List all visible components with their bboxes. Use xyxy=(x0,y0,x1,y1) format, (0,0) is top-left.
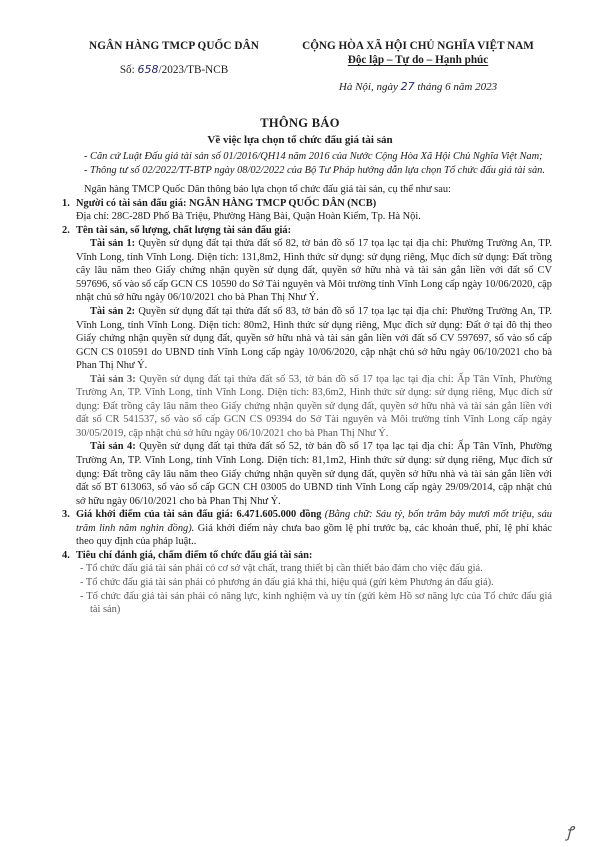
starting-price-words: (Bằng chữ: Sáu tỷ, bốn trăm bảy mươi mốt triệu, sáu trăm linh năm nghìn đồng). xyxy=(76,509,552,534)
issuer-block xyxy=(74,40,274,76)
section-2-number: 2. xyxy=(62,224,70,236)
starting-price: Giá khởi điểm của tài sản đấu giá: 6.471.605.000 đồng xyxy=(76,509,325,521)
legal-basis-2: - Thông tư số 02/2022/TT-BTP ngày 08/02/2022 của Bộ Tư Pháp hướng dẫn lựa chọn Tổ chức đấu giá tài sản. xyxy=(84,164,545,176)
criterion-1: - Tổ chức đấu giá tài sản phải có cơ sở vật chất, trang thiết bị cần thiết bảo đảm cho việc đấu giá. xyxy=(80,563,483,575)
asset-3-label: Tài sản 3: xyxy=(90,373,140,385)
section-1-label: Người có tài sản đấu giá: xyxy=(76,197,190,209)
asset-2 xyxy=(76,305,552,373)
asset-2-label: Tài sản 2: xyxy=(90,306,139,318)
criterion-2: - Tổ chức đấu giá tài sản phải có phương án đấu giá khả thi, hiệu quả (gửi kèm Phương án đấu giá). xyxy=(80,576,494,588)
owner-name: NGÂN HÀNG TMCP QUỐC DÂN (NCB) xyxy=(189,197,377,209)
document-number-prefix: Số: xyxy=(119,64,138,76)
notice-body xyxy=(62,150,552,617)
section-3 xyxy=(62,508,552,549)
notice-title: THÔNG BÁO xyxy=(260,116,340,130)
issue-date-handwritten: 27 xyxy=(400,80,415,93)
section-4-label: Tiêu chí đánh giá, chấm điểm tổ chức đấu giá tài sản: xyxy=(76,549,313,561)
asset-4-label: Tài sản 4: xyxy=(90,441,140,453)
criterion-3: - Tổ chức đấu giá tài sản phải có năng lực, kinh nghiệm và uy tín (gửi kèm Hồ sơ năng lực của Tổ chức đấu giá tài sản) xyxy=(80,590,552,616)
nation-name: CỘNG HÒA XÃ HỘI CHỦ NGHĨA VIỆT NAM xyxy=(302,40,534,52)
asset-3-text: Quyền sử dụng đất tại thửa đất số 53, tờ bản đồ số 17 tọa lạc tại địa chỉ: Ấp Tân Vĩnh, Phường Trường An, TP. Vĩnh Long, tỉnh Vĩnh Long. Diện tích: 83,6m2, Hình thức sử dụng: sử dụng riêng, Mục đích sử dụng: Đất trồng cây lâu năm theo Giấy chứng nhận quyền sử dụng đất, quyền sở hữu nhà và tài sản gắn liền với đất số CR 541537, số vào sổ cấp GCN CS 09394 do Sở Tài nguyên và Môi trường tỉnh Vĩnh Long cấp ngày 30/05/2019, cập nhật chủ sở hữu ngày 06/10/2021 cho bà Phan Thị Như Ý. xyxy=(76,373,552,439)
asset-4-text: Quyền sử dụng đất tại thửa đất số 52, tờ bản đồ số 17 tọa lạc tại địa chỉ: Ấp Tân Vĩnh, Phường Trường An, TP. Vĩnh Long, tỉnh Vĩnh Long. Diện tích: 81,1m2, Hình thức sử dụng: sử dụng riêng, Mục đích sử dụng: Đất trồng cây lâu năm theo Giấy chứng nhận quyền sử dụng đất, quyền sở hữu nhà và tài sản gắn liền với đất số BT 613063, số vào sổ cấp GCN CH 03005 do UBND tỉnh Vĩnh Long cấp ngày 29/09/2014, cập nhật chủ sở hữu ngày 06/10/2021 cho bà Phan Thị Như Ý. xyxy=(76,441,552,507)
issuer-name: NGÂN HÀNG TMCP QUỐC DÂN xyxy=(89,40,259,52)
section-1 xyxy=(62,197,552,224)
initials-mark: ꝭ xyxy=(566,823,574,841)
national-header xyxy=(282,40,554,93)
legal-basis-1: - Căn cứ Luật Đấu giá tài sản số 01/2016/QH14 năm 2016 của Nước Cộng Hòa Xã Hội Chủ Nghĩa Việt Nam; xyxy=(84,151,543,162)
notice-subtitle: Về việc lựa chọn tổ chức đấu giá tài sản xyxy=(207,134,393,146)
asset-2-text: Quyền sử dụng đất tại thửa đất số 83, tờ bản đồ số 17 tọa lạc tại địa chỉ: Phường Trường An, TP. Vĩnh Long, tỉnh Vĩnh Long. Diện tích: 80m2, Hình thức sử dụng riêng, Mục đích sử dụng: Đất ở tại đô thị theo Giấy chứng nhận quyền sử dụng đất, quyền sở hữu nhà và tài sản gắn liền với đất số CV 597697, số vào sổ cấp GCN CS 010591 do UBND tỉnh Vĩnh Long cấp ngày 10/06/2020, cập nhật chủ sở hữu ngày 06/10/2021 cho bà Phan Thị Như Ý. xyxy=(76,306,552,372)
section-4 xyxy=(62,549,552,617)
section-4-number: 4. xyxy=(62,549,70,561)
section-3-number: 3. xyxy=(62,509,70,521)
document-number-handwritten: 658 xyxy=(137,63,159,76)
intro-paragraph: Ngân hàng TMCP Quốc Dân thông báo lựa chọn tổ chức đấu giá tài sản, cụ thể như sau: xyxy=(84,184,451,196)
issue-date-prefix: Hà Nội, ngày xyxy=(338,81,401,93)
starting-price-note: Giá khởi điểm này chưa bao gồm lệ phí trước bạ, các khoản thuế, phí, lệ phí khác theo quy định của pháp luật.. xyxy=(76,522,552,548)
asset-1 xyxy=(76,237,552,305)
document-number xyxy=(74,63,274,76)
asset-4 xyxy=(76,440,552,508)
asset-1-label: Tài sản 1: xyxy=(90,238,139,250)
section-2 xyxy=(62,224,552,508)
owner-address: Địa chỉ: 28C-28D Phố Bà Triệu, Phường Hàng Bài, Quận Hoàn Kiếm, Tp. Hà Nội. xyxy=(76,211,421,223)
section-2-label: Tên tài sản, số lượng, chất lượng tài sản đấu giá: xyxy=(76,224,292,236)
asset-3 xyxy=(76,373,552,441)
issue-date xyxy=(282,80,554,93)
issue-date-suffix: tháng 6 năm 2023 xyxy=(414,81,498,93)
asset-1-text: Quyền sử dụng đất tại thửa đất số 82, tờ bản đồ số 17 tọa lạc tại địa chỉ: Phường Trường An, TP. Vĩnh Long, tỉnh Vĩnh Long. Diện tích: 131,8m2, Hình thức sử dụng: sử dụng riêng, Mục đích sử dụng: Đất trồng cây lâu năm theo Giấy chứng nhận quyền sử dụng đất, quyền sở hữu nhà và tài sản gắn liền với đất số CV 597696, số vào sổ cấp GCN CS 10590 do Sở Tài nguyên và Môi trường tỉnh Vĩnh Long cấp ngày 10/06/2020, cập nhật chủ sở hữu ngày 06/10/2021 cho bà Phan Thị Như Ý. xyxy=(76,238,552,304)
national-motto: Độc lập – Tự do – Hạnh phúc xyxy=(347,54,489,66)
section-1-number: 1. xyxy=(62,197,70,209)
document-number-suffix: /2023/TB-NCB xyxy=(158,64,229,76)
